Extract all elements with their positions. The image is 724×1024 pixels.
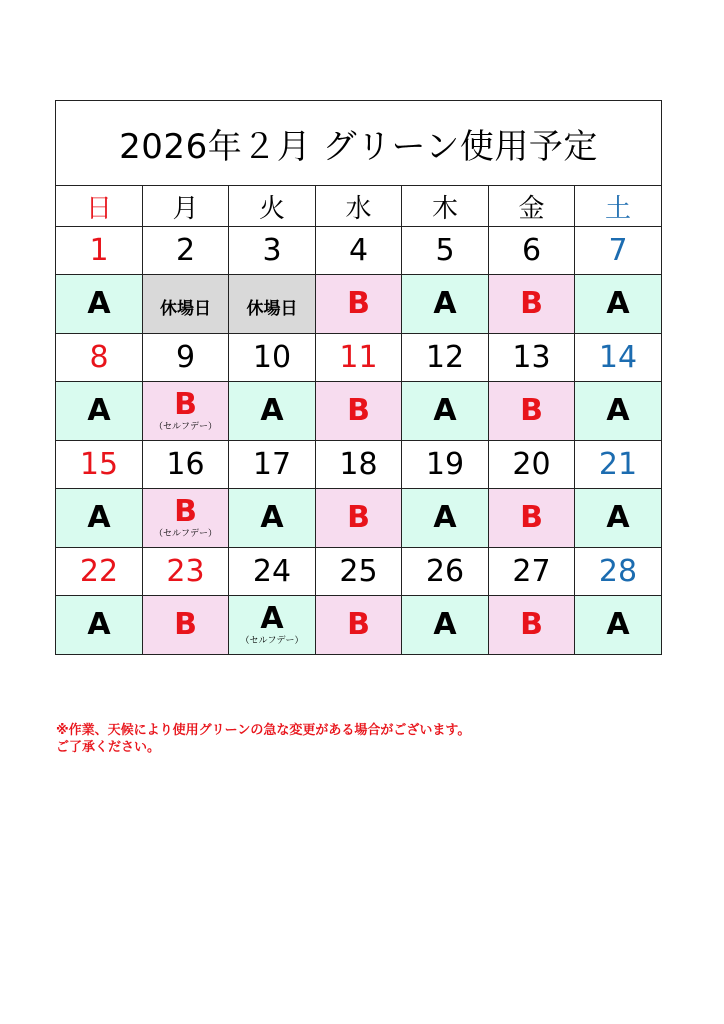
- weekday-header: 金: [489, 186, 575, 227]
- green-letter: B: [347, 393, 370, 428]
- date-cell: 5: [402, 227, 489, 275]
- green-A-cell: [56, 275, 143, 334]
- date-cell: 17: [229, 441, 316, 489]
- green-letter: B: [520, 607, 543, 642]
- green-A-cell: [575, 382, 662, 441]
- green-A-cell: [56, 489, 143, 548]
- closed-label: 休場日: [160, 298, 211, 319]
- green-B-cell: [489, 275, 575, 334]
- weekday-header: 土: [575, 186, 662, 227]
- date-cell: 27: [489, 548, 575, 596]
- green-letter: A: [260, 601, 284, 636]
- date-row: [56, 548, 662, 596]
- date-cell: 24: [229, 548, 316, 596]
- closed-day-cell: [143, 275, 229, 334]
- green-A-cell: [56, 596, 143, 655]
- green-letter: A: [87, 286, 111, 321]
- date-cell: 16: [143, 441, 229, 489]
- green-B-cell: [489, 596, 575, 655]
- date-cell: 22: [56, 548, 143, 596]
- green-B-cell: [143, 489, 229, 548]
- date-cell: 9: [143, 334, 229, 382]
- green-A-cell: [229, 596, 316, 655]
- green-B-cell: [489, 489, 575, 548]
- self-day-note: （セルフデー）: [240, 636, 304, 646]
- date-cell: 10: [229, 334, 316, 382]
- green-B-cell: [316, 489, 402, 548]
- footnote-line-1: ※作業、天候により使用グリーンの急な変更がある場合がございます。: [56, 723, 471, 738]
- date-cell: 11: [316, 334, 402, 382]
- date-row: [56, 227, 662, 275]
- green-letter: B: [174, 607, 197, 642]
- green-letter: A: [433, 286, 457, 321]
- green-letter: A: [87, 607, 111, 642]
- weekday-header: 水: [316, 186, 402, 227]
- green-A-cell: [402, 596, 489, 655]
- green-B-cell: [316, 275, 402, 334]
- green-letter: A: [606, 286, 630, 321]
- green-letter: A: [606, 607, 630, 642]
- green-letter: A: [87, 500, 111, 535]
- green-letter: A: [433, 393, 457, 428]
- self-day-note: （セルフデー）: [153, 529, 217, 539]
- date-cell: 1: [56, 227, 143, 275]
- green-letter: A: [606, 393, 630, 428]
- green-A-cell: [56, 382, 143, 441]
- green-schedule-calendar: [55, 100, 662, 655]
- date-cell: 15: [56, 441, 143, 489]
- green-letter: A: [433, 607, 457, 642]
- date-cell: 14: [575, 334, 662, 382]
- calendar-title: 2026年２月 グリーン使用予定: [56, 101, 662, 186]
- date-cell: 7: [575, 227, 662, 275]
- closed-day-cell: [229, 275, 316, 334]
- green-A-cell: [402, 382, 489, 441]
- self-day-note: （セルフデー）: [153, 422, 217, 432]
- weekday-header: 月: [143, 186, 229, 227]
- date-cell: 23: [143, 548, 229, 596]
- green-A-cell: [402, 489, 489, 548]
- green-usage-row: [56, 596, 662, 655]
- green-letter: A: [433, 500, 457, 535]
- green-A-cell: [229, 489, 316, 548]
- green-letter: A: [260, 393, 284, 428]
- date-row: [56, 334, 662, 382]
- date-cell: 18: [316, 441, 402, 489]
- green-letter: B: [520, 500, 543, 535]
- green-letter: A: [606, 500, 630, 535]
- date-cell: 20: [489, 441, 575, 489]
- green-letter: A: [260, 500, 284, 535]
- date-cell: 21: [575, 441, 662, 489]
- date-cell: 19: [402, 441, 489, 489]
- green-A-cell: [229, 382, 316, 441]
- green-letter: B: [347, 286, 370, 321]
- date-cell: 8: [56, 334, 143, 382]
- green-letter: B: [347, 607, 370, 642]
- footnote: [56, 722, 696, 756]
- green-B-cell: [489, 382, 575, 441]
- green-A-cell: [575, 275, 662, 334]
- green-B-cell: [143, 596, 229, 655]
- weekday-header: 日: [56, 186, 143, 227]
- weekday-header: 木: [402, 186, 489, 227]
- green-letter: B: [520, 393, 543, 428]
- date-cell: 25: [316, 548, 402, 596]
- date-cell: 4: [316, 227, 402, 275]
- green-usage-row: [56, 382, 662, 441]
- green-A-cell: [575, 596, 662, 655]
- date-cell: 2: [143, 227, 229, 275]
- weekday-header-row: [56, 186, 662, 227]
- date-cell: 12: [402, 334, 489, 382]
- weekday-header: 火: [229, 186, 316, 227]
- green-A-cell: [402, 275, 489, 334]
- green-letter: B: [174, 494, 197, 529]
- date-cell: 26: [402, 548, 489, 596]
- green-letter: A: [87, 393, 111, 428]
- green-A-cell: [575, 489, 662, 548]
- date-cell: 3: [229, 227, 316, 275]
- green-B-cell: [143, 382, 229, 441]
- green-letter: B: [174, 387, 197, 422]
- green-letter: B: [520, 286, 543, 321]
- green-B-cell: [316, 596, 402, 655]
- date-row: [56, 441, 662, 489]
- green-usage-row: [56, 275, 662, 334]
- footnote-line-2: ご了承ください。: [56, 740, 161, 755]
- date-cell: 6: [489, 227, 575, 275]
- date-cell: 13: [489, 334, 575, 382]
- green-usage-row: [56, 489, 662, 548]
- closed-label: 休場日: [246, 298, 298, 319]
- green-letter: B: [347, 500, 370, 535]
- green-B-cell: [316, 382, 402, 441]
- date-cell: 28: [575, 548, 662, 596]
